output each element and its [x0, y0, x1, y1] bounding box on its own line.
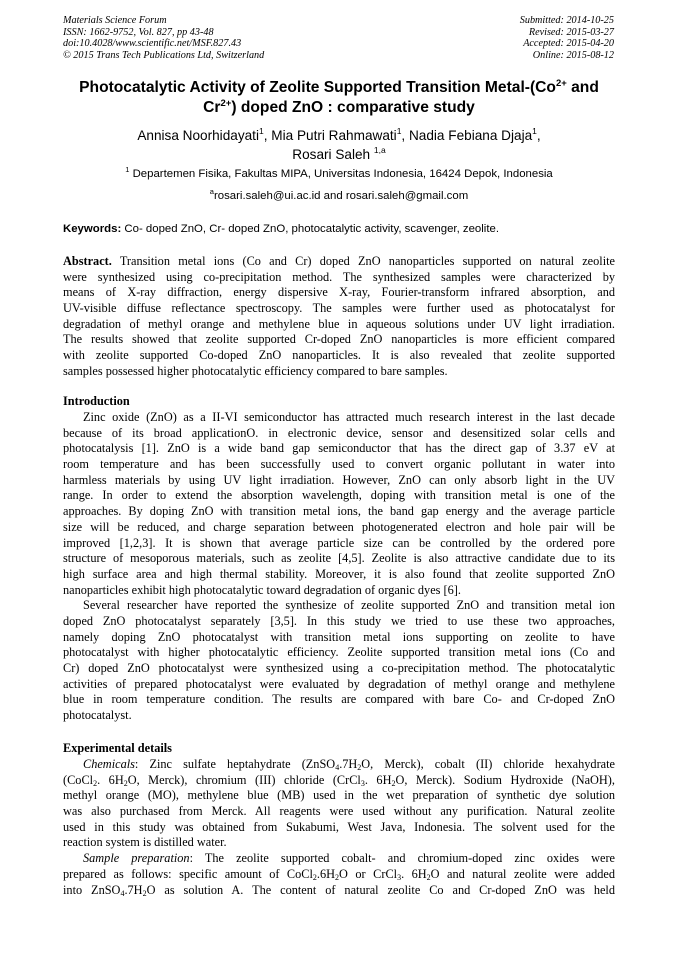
- doi-line: doi:10.4028/www.scientific.net/MSF.827.43: [63, 38, 242, 50]
- email-link[interactable]: rosari.saleh@ui.ac.id and rosari.saleh@gmail.com: [213, 190, 469, 202]
- author-name: Annisa Noorhidayati: [137, 128, 259, 143]
- author-list: Annisa Noorhidayati$^1$, Mia Putri Rahmawati$^1$, Nadia Febiana Djaja$^1$, Rosari Saleh $^{1,a}$: [137, 126, 541, 162]
- keywords: [63, 222, 615, 236]
- introduction-heading: Introduction: [63, 394, 130, 408]
- journal-name: Materials Science Forum: [63, 15, 167, 26]
- email-line: $^a$rosari.saleh@ui.ac.id and rosari.saleh@gmail.com: [209, 187, 469, 202]
- experimental-body: Chemicals: Zinc sulfate heptahydrate ($ZnSO_4.7H_2O$, Merck), cobalt (II) chloride hexahydrate (CoCl$_2$. $6H_2O$, Merck), chromium (III) chloride (CrCl$_3$. $6H_2O$, Merck). Sodium Hydroxide (NaOH), methyl orange (MO), methylene blue (MB) used in the wet preparation of synthetic dye solution was also purchased from Merck. All reagents were used without any purification. Natural zeolite used in this study was obtained from Sukabumi, West Java, Indonesia. The solvent used for the reaction system is distilled water. Sample preparation: The zeolite supported cobalt- and chromium-doped zinc oxides were prepared as follows: specific amount of $CoCl_2.6H_2O$ or CrCl$_3$. $6H_2O$ and natural zeolite were added into $ZnSO_4.7H_2O$ as solution A. The content of natural zeolite Co and Cr-doped ZnO was held: [63, 757, 616, 898]
- keywords-label: Keywords:: [63, 223, 122, 235]
- accepted-date: Accepted: 2015-04-20: [523, 38, 614, 50]
- paper-title: Photocatalytic Activity of Zeolite Supported Transition Metal-($Co^{2+}$ and $Cr^{2+}$) doped ZnO : comparative study: [79, 78, 599, 116]
- revised-date: Revised: 2015-03-27: [528, 26, 614, 38]
- author-name: Rosari Saleh: [292, 147, 374, 162]
- keywords-text: Co- doped ZnO, Cr- doped ZnO, photocatalytic activity, scavenger, zeolite.: [121, 223, 499, 235]
- author-name: , Nadia Febiana Djaja: [401, 128, 533, 143]
- online-date: Online: 2015-08-12: [532, 49, 614, 61]
- introduction-body: Zinc oxide (ZnO) as a II-VI semiconductor has attracted much research interest in the last decade because of its broad applicationO. in electronic device, sensor and desensitized solar cells and photocatalysis [1]. ZnO is a wide band gap semiconductor that has the direct gap of 3.37 eV at room temperature and has been successfully used to convert organic pollutant in water into harmless materials by using UV light irradiation. However, ZnO can only absorb light in the UV range. In order to extend the absorption wavelength, doping with transition metal is one of the approaches. By doping ZnO with transition metal ions, the band gap energy and the average particle size will be reduced, and charge separation between photogenerated electron and hole pair will be improved [1,2,3]. It is shown that average particle size can be controlled by the ordered pore structure of mesoporous materials, such as zeolite [4,5]. Zeolite is also attractive candidate due to its high surface area and high thermal stability. Moreover, it is also found that zeolite supported ZnO nanoparticles exhibit high photocatalytic toward degradation of organic dyes [6]. Several researcher have reported the synthesize of zeolite supported ZnO and transition metal ion doped ZnO photocatalyst separately [3,5]. In this study we tried to use these two approaches, namely doping ZnO photocatalyst with transition metal ions supporting on zeolite to have photocatalyst with higher photocatalytic efficiency. Zeolite supported transition metal ions (Co and Cr) doped ZnO photocatalyst were synthesized using a co-precipitation method. The photocatalytic activities of prepared photocatalyst were evaluated by degradation of methyl orange and methylene blue in room temperature condition. The results are compared with bare Co- and Cr-doped ZnO photocatalyst.: [63, 410, 615, 723]
- journal-info: [63, 15, 264, 61]
- affiliation: $^1$ Departemen Fisika, Fakultas MIPA, Universitas Indonesia, 16424 Depok, Indonesia: [125, 165, 553, 180]
- copyright-line: © 2015 Trans Tech Publications Ltd, Switzerland: [63, 49, 265, 61]
- experimental-heading: Experimental details: [63, 741, 172, 755]
- abstract-label: Abstract.: [63, 254, 112, 268]
- submission-dates: [520, 15, 614, 61]
- author-name: , Mia Putri Rahmawati: [263, 128, 397, 143]
- abstract: Abstract. Transition metal ions (Co and Cr) doped ZnO nanoparticles supported on natural zeolite were synthesized using co-precipitation method. The synthesized samples were characterized by means of X-ray diffraction, energy dispersive X-ray, Fourier-transform infrared absorption, and UV-visible diffuse reflectance spectroscopy. The samples were further used as photocatalyst for degradation of methyl orange and methylene blue in aqueous solutions under UV light irradiation. The results showed that zeolite supported Cr-doped ZnO nanoparticles is more efficient compared with zeolite supported Co-doped ZnO nanoparticles. It is also revealed that zeolite supported samples possessed higher photocatalytic efficiency compared to bare samples.: [63, 254, 615, 378]
- submitted-date: Submitted: 2014-10-25: [519, 15, 614, 26]
- issn-line: ISSN: 1662-9752, Vol. 827, pp 43-48: [63, 26, 214, 38]
